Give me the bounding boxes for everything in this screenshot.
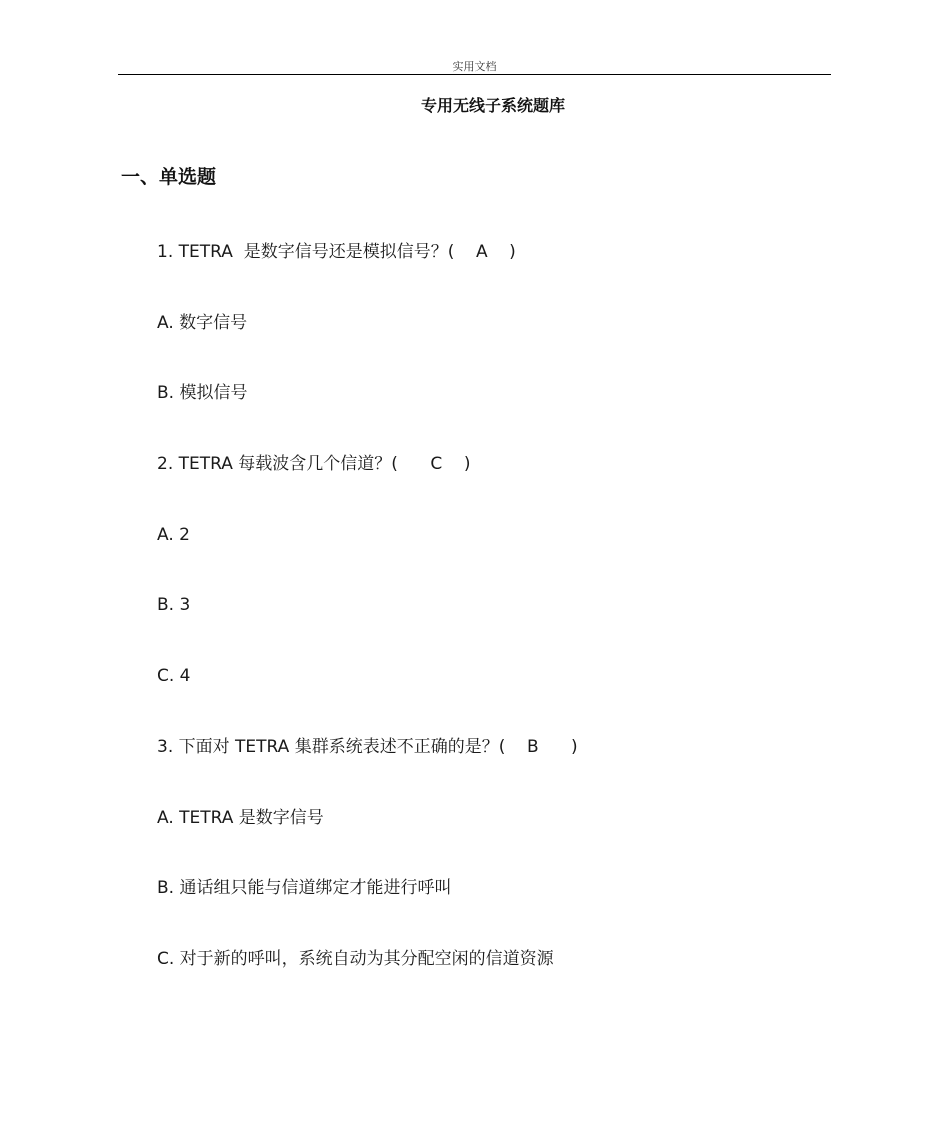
running-header: 实用文档 (452, 60, 497, 73)
question-2-option-a: A. 2 (157, 524, 190, 545)
question-2-option-b: B. 3 (157, 595, 191, 616)
question-list (157, 238, 837, 1016)
question-3: 3. 下面对 TETRA 集群系统表述不正确的是？( B ) (157, 736, 578, 757)
document-title: 专用无线子系统题库 (420, 96, 565, 115)
question-3-option-b: B. 通话组只能与信道绑定才能进行呼叫 (157, 878, 452, 899)
question-2: 2. TETRA 每载波含几个信道？( C ) (157, 454, 471, 475)
header-rule (118, 74, 831, 75)
question-3-option-c: C. 对于新的呼叫，系统自动为其分配空闲的信道资源 (157, 948, 554, 969)
question-1-option-b: B. 模拟信号 (157, 383, 248, 404)
question-1-option-a: A. 数字信号 (157, 312, 248, 333)
question-1: 1. TETRA 是数字信号还是模拟信号？( A ) (157, 242, 516, 262)
section-heading: 一、单选题 (121, 166, 217, 188)
question-3-option-a: A. TETRA 是数字信号 (157, 807, 324, 828)
question-2-option-c: C. 4 (157, 666, 191, 687)
